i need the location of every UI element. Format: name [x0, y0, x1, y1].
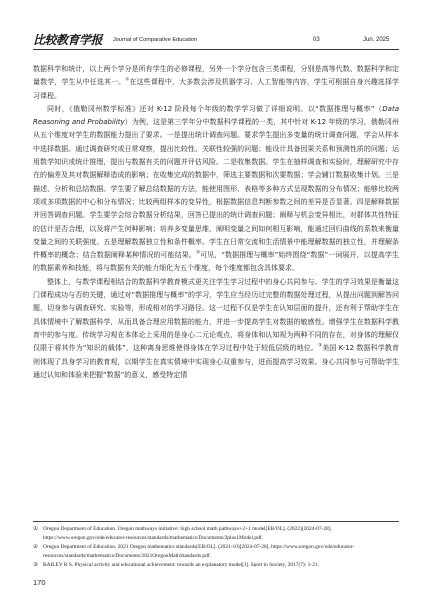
page-number: 170	[33, 578, 46, 587]
footnote-text: Oregon Department of Education. Oregon mathways initiative: high school math pathways+2+1 model[EB/OL]. (2022)[2024-07-28]. https://www.oregon.gov/ode/educator-resources/standards/mathematics/Documents/2plus1Model.pdf.	[43, 526, 332, 541]
issue-number: 03	[313, 37, 320, 43]
footnote	[33, 525, 399, 542]
journal-name: Journal of Comparative Education	[113, 37, 198, 43]
footnote	[33, 543, 399, 560]
paragraph-2	[33, 103, 399, 276]
paragraph-text: 同时，《俄勒冈州数学标准》还对 K-12 阶段每个年级的数学学习做了详细说明。以“数据推理与概率”（Data Reasoning and Probability）为例，这是第三学年分中数据科学课程的一类，其中针对 K-12 年级的学习，俄勒冈州从五个维度对学生的数据能力提出了要求。一是提出统计调查问题。要求学生提出多变量的统计调查问题，学会从样本中选择数据。通过调查研究或日常观察，提出比较性、关联性较强的问题；能设计具备因果关系和预测性质的问题；运用数学知识或统计推理，提出与数据有关的问题并评估风险。二是收集数据。学生在抽样调查和实验时，理解研究中存在的偏差及其对数据解释造成的影响；在收集完成的数据中，筛选主要数据和次要数据；学会辅订数据收集计划。三是描述、分析和总结数据。学生要了解总结数据的方法，能使用图形、表格等多种方式呈现数据的分布情况；能够比较两项或多项数据的中心和分布情况；比较两组样本的变异性，根据数据信息判断参数之间的差异是否显著。四是解释数据并回答调查问题。学生要学会综合数据分析结果，回答已提出的统计调查问题；阐释与机会变异相比，对群体共性特征的估计是否合理，以及将产生何种影响；培养多变量思维，阐明变量之间如何相互影响，能通过回归曲线的系数来衡量变量之间的关联强度。五是理解数据独立性和条件概率。学生在日常交流和生活情景中能理解数据的独立性，并理解条件概率的概念；结合数据阐释某种情况的可能结果。	[33, 104, 399, 260]
paragraph-text: 可见，“数据推理与概率”始终围绕“数据”一词展开，以提高学生的数据素养和技能，将与数据有关的能力细化为五个维度，每个维度都包含具体要求。	[33, 251, 399, 273]
footnote-text: Oregon Department of Education. 2021 Oregon mathematics standards[EB/OL]. (2021-10)[2024-07-28]. https://www.oregon.gov/ode/educator-resources/standards/mathematics/Documents/2021OregonMathStandards.pdf.	[43, 544, 355, 559]
paragraph-text: 整体上，与数学课程相结合的数据科学教育模式更关注学生学习过程中的身心共同参与。学生的学习效果是衡量这门课程成功与否的关键，通过对“数据推理与概率”的学习，学生应当经历过完整的数据处理过程，从提出问题到解答问题，切身参与调查研究、实验等，形成相对的学习路径。这一过程不仅是学生在认知层面的提升，还有利于帮助学生在具体情境中了解数据科学，从而具备合理应用数据的能力，并进一步提高学生对数据的敏感性。增强学生在数据科学教育中的参与度。传统学习观在本体论上采用的是身心二元论观点，将身体和认知视为两种不同的存在，对身体的理解仅仅限于将其作为“知识的载体”，这种离身思维使得身体在学习过程中处于较低层级的地位。	[33, 277, 399, 353]
emphasis-term: Data Reasoning and Probability	[33, 104, 399, 127]
paragraph-text: 美国 K-12 数据科学教育则体现了具身学习的教育观，以期学生在真实情境中实现身心双重参与，进而提高学习效果。身心共同参与可帮助学生通过认知和体验来把握“数据”的意义，感受特定情	[33, 344, 399, 379]
footnote-number: ③	[33, 562, 38, 569]
footnotes	[33, 525, 399, 571]
footnote	[33, 561, 399, 570]
footnote-number: ①	[33, 526, 38, 532]
paragraph-1	[33, 63, 399, 103]
footnote-ref[interactable]: ②	[195, 250, 201, 256]
footnote-number: ②	[33, 544, 38, 551]
header-rule	[33, 49, 399, 50]
issue-date: Jun. 2025	[363, 37, 390, 43]
footnote-ref[interactable]: ①	[125, 77, 130, 83]
paragraph-text: 数据科学和统计，以上两个学分是所有学生的必修课程，另外一个学分包含三类课程，分别是高等代数、数据科学和定量数学，学生从中任选其一。	[33, 65, 399, 87]
journal-logo: 比较教育学报	[33, 33, 103, 47]
footnote-text: BAILEY R S. Physical activity and educational achievement: towards an explanatory model[J]. Sport in Society, 2017(7): 1-21.	[43, 562, 319, 569]
article-body	[33, 63, 399, 382]
paragraph-3	[33, 276, 399, 382]
paragraph-text: 在这些课程中，大多数会涉及机器学习、人工智能等内容，学生可根据自身兴趣选择学习课程。	[33, 78, 399, 100]
page-header	[33, 32, 399, 48]
footnote-divider	[33, 521, 399, 522]
footnote-ref[interactable]: ③	[318, 343, 323, 349]
